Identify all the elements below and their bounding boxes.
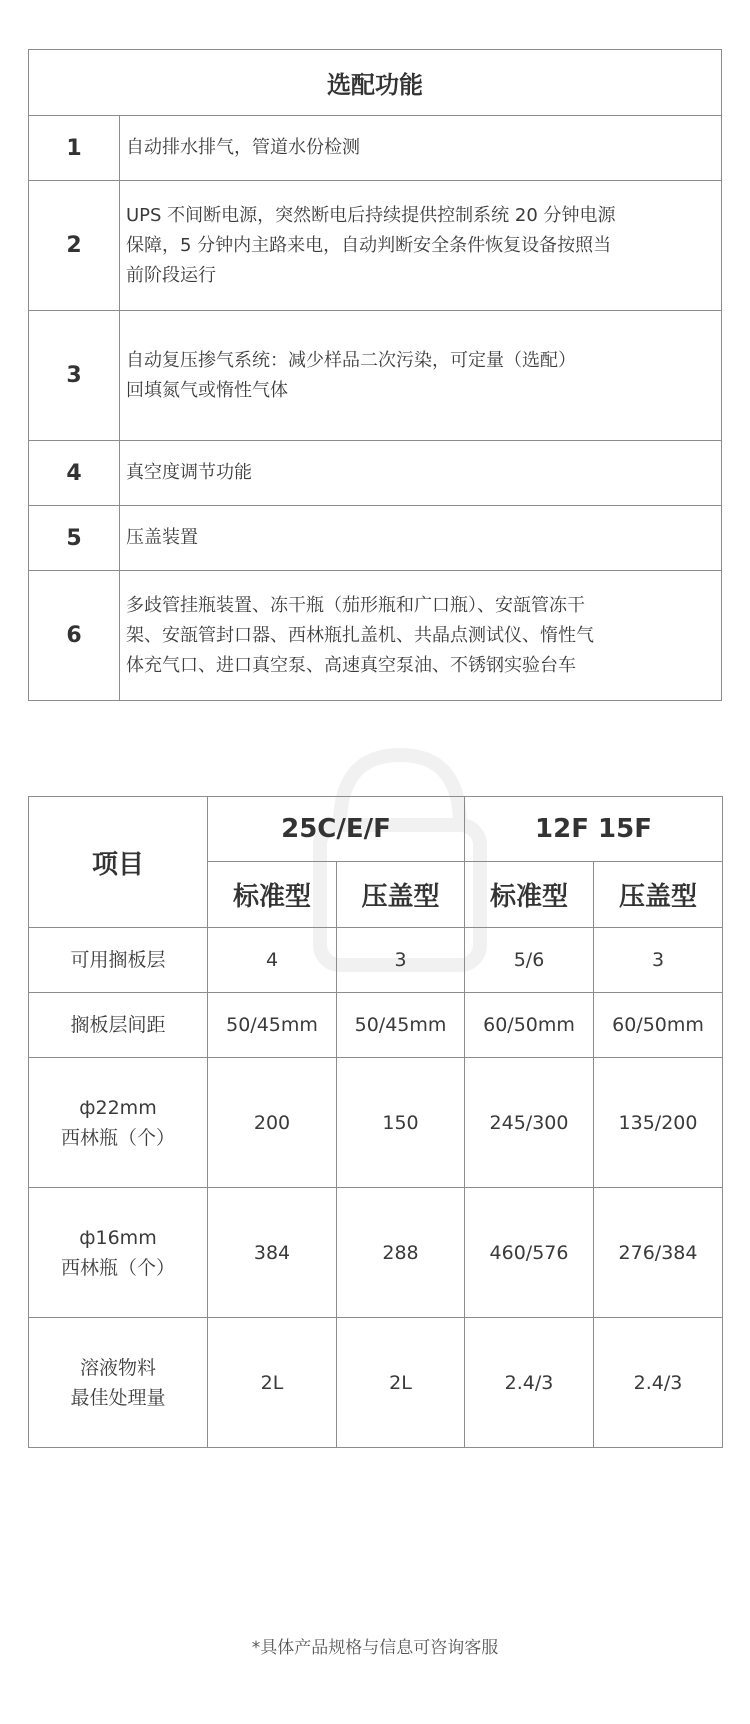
cell-value: 5/6 [465, 928, 594, 993]
row-label: ф16mm 西林瓶（个） [29, 1188, 208, 1318]
spec-table [28, 796, 723, 1448]
cell-value: 288 [337, 1188, 465, 1318]
cell-value: 200 [208, 1058, 337, 1188]
option-description: 真空度调节功能 [120, 441, 722, 506]
cell-value: 3 [594, 928, 723, 993]
option-number: 3 [29, 311, 120, 441]
cell-value: 2.4/3 [465, 1318, 594, 1448]
cell-value: 2.4/3 [594, 1318, 723, 1448]
option-row [29, 441, 722, 506]
option-number: 1 [29, 116, 120, 181]
cell-value: 2L [337, 1318, 465, 1448]
spec-row [29, 993, 723, 1058]
cell-value: 60/50mm [594, 993, 723, 1058]
cell-value: 135/200 [594, 1058, 723, 1188]
type-header: 标准型 [465, 862, 594, 928]
cell-value: 2L [208, 1318, 337, 1448]
cell-value: 50/45mm [208, 993, 337, 1058]
spec-row [29, 1058, 723, 1188]
option-number: 2 [29, 181, 120, 311]
spec-row [29, 928, 723, 993]
model-header: 25C/E/F [208, 797, 465, 862]
cell-value: 460/576 [465, 1188, 594, 1318]
type-header: 压盖型 [594, 862, 723, 928]
spec-row [29, 1188, 723, 1318]
row-label: ф22mm 西林瓶（个） [29, 1058, 208, 1188]
row-label: 溶液物料 最佳处理量 [29, 1318, 208, 1448]
option-row [29, 506, 722, 571]
cell-value: 60/50mm [465, 993, 594, 1058]
row-label: 搁板层间距 [29, 993, 208, 1058]
options-title: 选配功能 [29, 50, 722, 116]
option-description: 压盖装置 [120, 506, 722, 571]
cell-value: 150 [337, 1058, 465, 1188]
footnote: *具体产品规格与信息可咨询客服 [251, 1638, 499, 1658]
cell-value: 4 [208, 928, 337, 993]
option-number: 5 [29, 506, 120, 571]
row-label: 可用搁板层 [29, 928, 208, 993]
cell-value: 245/300 [465, 1058, 594, 1188]
model-header: 12F 15F [465, 797, 723, 862]
option-row [29, 116, 722, 181]
options-table [28, 49, 722, 701]
option-description: 多歧管挂瓶装置、冻干瓶（茄形瓶和广口瓶）、安瓿管冻干 架、安瓿管封口器、西林瓶扎盖机、共晶点测试仪、惰性气 体充气口、进口真空泵、高速真空泵油、不锈钢实验台车 [120, 571, 722, 701]
cell-value: 3 [337, 928, 465, 993]
cell-value: 384 [208, 1188, 337, 1318]
cell-value: 50/45mm [337, 993, 465, 1058]
spec-row [29, 1318, 723, 1448]
option-description: UPS 不间断电源，突然断电后持续提供控制系统 20 分钟电源 保障，5 分钟内主路来电，自动判断安全条件恢复设备按照当 前阶段运行 [120, 181, 722, 311]
option-description: 自动复压掺气系统：减少样品二次污染，可定量（选配） 回填氮气或惰性气体 [120, 311, 722, 441]
type-header: 标准型 [208, 862, 337, 928]
project-header: 项目 [29, 797, 208, 928]
option-number: 6 [29, 571, 120, 701]
option-row [29, 571, 722, 701]
cell-value: 276/384 [594, 1188, 723, 1318]
type-header: 压盖型 [337, 862, 465, 928]
option-row [29, 311, 722, 441]
option-description: 自动排水排气，管道水份检测 [120, 116, 722, 181]
option-number: 4 [29, 441, 120, 506]
option-row [29, 181, 722, 311]
